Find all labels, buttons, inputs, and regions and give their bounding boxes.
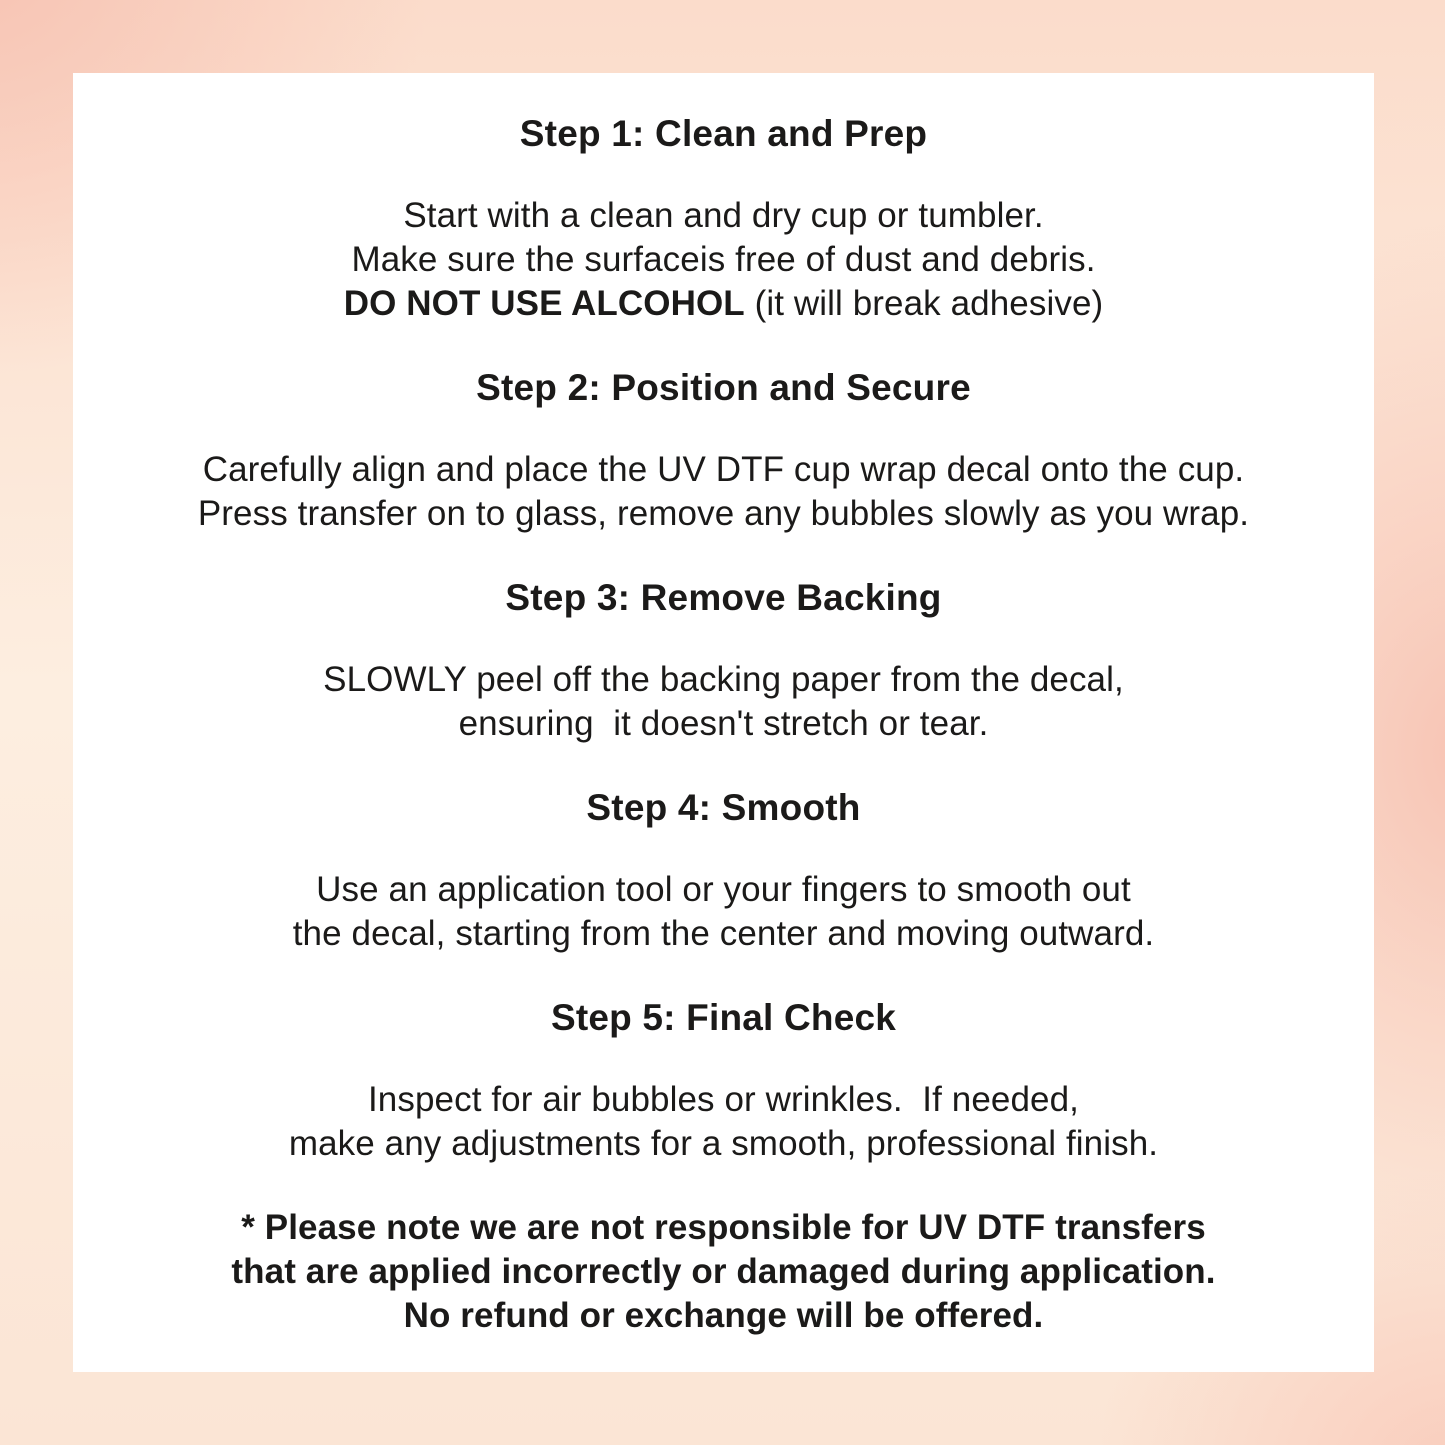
section-step-5 [73,996,1374,1166]
step-1-line-2: Make sure the surfaceis free of dust and debris. [351,240,1096,279]
section-step-2 [73,366,1374,536]
section-step-3 [73,576,1374,746]
step-1-title: Step 1: Clean and Prep [519,113,928,154]
step-3-title: Step 3: Remove Backing [505,577,942,618]
step-4-line-1: Use an application tool or your fingers to smooth out [316,870,1131,909]
step-4-line-2: the decal, starting from the center and moving outward. [292,914,1155,953]
section-disclaimer [73,1206,1374,1338]
disclaimer-line-2: that are applied incorrectly or damaged during application. [231,1252,1216,1291]
step-2-title: Step 2: Position and Secure [476,367,971,408]
step-2-line-1: Carefully align and place the UV DTF cup wrap decal onto the cup. [202,450,1245,489]
section-step-1 [73,112,1374,326]
step-5-title: Step 5: Final Check [550,997,897,1038]
section-step-4 [73,786,1374,956]
step-5-line-2: make any adjustments for a smooth, professional finish. [288,1124,1159,1163]
disclaimer-line-1: * Please note we are not responsible for UV DTF transfers [241,1208,1206,1247]
step-3-line-2: ensuring it doesn't stretch or tear. [458,704,989,743]
instruction-sheet-content [73,73,1374,1372]
step-4-title: Step 4: Smooth [586,787,861,828]
step-5-line-1: Inspect for air bubbles or wrinkles. If needed, [367,1080,1079,1119]
instruction-sheet-panel [73,73,1374,1372]
alcohol-warning-note: (it will break adhesive) [744,284,1104,323]
step-1-line-3 [73,282,1374,326]
disclaimer-line-3: No refund or exchange will be offered. [403,1296,1044,1335]
step-3-line-1: SLOWLY peel off the backing paper from the decal, [323,660,1124,699]
step-2-line-2: Press transfer on to glass, remove any bubbles slowly as you wrap. [197,494,1250,533]
alcohol-warning-text: DO NOT USE ALCOHOL [343,284,745,323]
step-1-line-1: Start with a clean and dry cup or tumbler. [403,196,1044,235]
